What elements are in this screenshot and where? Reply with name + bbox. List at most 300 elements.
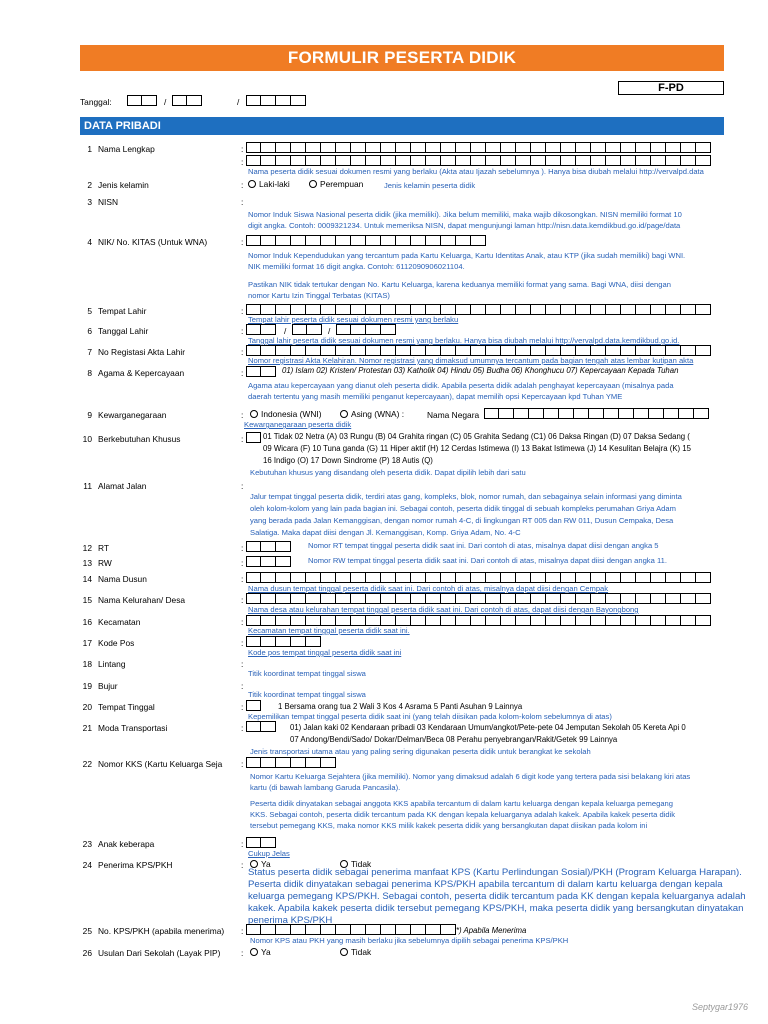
char-box[interactable] bbox=[246, 615, 261, 626]
field-number: 2 bbox=[87, 180, 92, 190]
char-box[interactable] bbox=[306, 142, 321, 153]
kps-input-boxes[interactable] bbox=[246, 924, 456, 935]
char-box[interactable] bbox=[666, 593, 681, 604]
field-label: Jenis kelamin bbox=[98, 180, 149, 190]
char-box[interactable] bbox=[366, 615, 381, 626]
char-box[interactable] bbox=[261, 615, 276, 626]
char-box[interactable] bbox=[396, 235, 411, 246]
char-box[interactable] bbox=[276, 142, 291, 153]
char-box[interactable] bbox=[396, 593, 411, 604]
dusun-input-boxes[interactable] bbox=[246, 572, 711, 583]
char-box[interactable] bbox=[321, 593, 336, 604]
char-box[interactable] bbox=[589, 408, 604, 419]
char-box[interactable] bbox=[531, 593, 546, 604]
char-box[interactable] bbox=[366, 304, 381, 315]
char-box[interactable] bbox=[306, 572, 321, 583]
char-box[interactable] bbox=[336, 924, 351, 935]
char-box[interactable] bbox=[486, 572, 501, 583]
char-box[interactable] bbox=[246, 572, 261, 583]
char-box[interactable] bbox=[411, 593, 426, 604]
char-box[interactable] bbox=[606, 572, 621, 583]
char-box[interactable] bbox=[606, 345, 621, 356]
char-box[interactable] bbox=[651, 304, 666, 315]
char-box[interactable] bbox=[426, 615, 441, 626]
char-box[interactable] bbox=[381, 615, 396, 626]
char-box[interactable] bbox=[486, 593, 501, 604]
char-box[interactable] bbox=[351, 615, 366, 626]
char-box[interactable] bbox=[441, 572, 456, 583]
nik-input-boxes[interactable] bbox=[246, 235, 486, 246]
char-box[interactable] bbox=[321, 142, 336, 153]
char-box[interactable] bbox=[576, 572, 591, 583]
char-box[interactable] bbox=[561, 572, 576, 583]
char-box[interactable] bbox=[546, 345, 561, 356]
char-box[interactable] bbox=[381, 304, 396, 315]
char-box[interactable] bbox=[501, 593, 516, 604]
char-box[interactable] bbox=[681, 615, 696, 626]
char-box[interactable] bbox=[651, 155, 666, 166]
radio-wna[interactable]: Asing (WNA) : bbox=[340, 409, 404, 419]
transportasi-input-boxes[interactable] bbox=[246, 721, 276, 732]
berkebutuhan-input-box[interactable] bbox=[246, 432, 261, 443]
char-box[interactable] bbox=[486, 155, 501, 166]
char-box[interactable] bbox=[664, 408, 679, 419]
char-box[interactable] bbox=[546, 572, 561, 583]
char-box[interactable] bbox=[261, 304, 276, 315]
char-box[interactable] bbox=[261, 235, 276, 246]
tgl-lahir-year[interactable] bbox=[336, 324, 396, 335]
char-box[interactable] bbox=[381, 572, 396, 583]
char-box[interactable] bbox=[621, 345, 636, 356]
char-box[interactable] bbox=[381, 155, 396, 166]
agama-input-boxes[interactable] bbox=[246, 366, 276, 377]
char-box[interactable] bbox=[276, 304, 291, 315]
char-box[interactable] bbox=[306, 235, 321, 246]
char-box[interactable] bbox=[351, 924, 366, 935]
char-box[interactable] bbox=[486, 304, 501, 315]
char-box[interactable] bbox=[321, 304, 336, 315]
char-box[interactable] bbox=[531, 155, 546, 166]
char-box[interactable] bbox=[426, 155, 441, 166]
char-box[interactable] bbox=[636, 155, 651, 166]
char-box[interactable] bbox=[681, 345, 696, 356]
char-box[interactable] bbox=[606, 155, 621, 166]
char-box[interactable] bbox=[456, 155, 471, 166]
char-box[interactable] bbox=[291, 345, 306, 356]
char-box[interactable] bbox=[336, 155, 351, 166]
char-box[interactable] bbox=[276, 155, 291, 166]
char-box[interactable] bbox=[561, 304, 576, 315]
char-box[interactable] bbox=[604, 408, 619, 419]
char-box[interactable] bbox=[366, 155, 381, 166]
char-box[interactable] bbox=[351, 572, 366, 583]
radio-laki-laki[interactable]: Laki-laki bbox=[248, 179, 290, 189]
char-box[interactable] bbox=[381, 345, 396, 356]
kks-input-boxes[interactable] bbox=[246, 757, 336, 768]
char-box[interactable] bbox=[574, 408, 589, 419]
tgl-lahir-month[interactable] bbox=[292, 324, 322, 335]
char-box[interactable] bbox=[396, 345, 411, 356]
char-box[interactable] bbox=[441, 304, 456, 315]
char-box[interactable] bbox=[621, 304, 636, 315]
char-box[interactable] bbox=[246, 593, 261, 604]
kodepos-input-boxes[interactable] bbox=[246, 636, 321, 647]
char-box[interactable] bbox=[246, 924, 261, 935]
char-box[interactable] bbox=[291, 235, 306, 246]
char-box[interactable] bbox=[679, 408, 694, 419]
char-box[interactable] bbox=[261, 924, 276, 935]
char-box[interactable] bbox=[591, 572, 606, 583]
char-box[interactable] bbox=[261, 345, 276, 356]
radio-pip-tidak[interactable]: Tidak bbox=[340, 947, 371, 957]
char-box[interactable] bbox=[276, 572, 291, 583]
char-box[interactable] bbox=[561, 345, 576, 356]
rw-input-boxes[interactable] bbox=[246, 556, 291, 567]
char-box[interactable] bbox=[666, 142, 681, 153]
char-box[interactable] bbox=[336, 345, 351, 356]
section-data-pribadi: DATA PRIBADI bbox=[80, 117, 724, 135]
char-box[interactable] bbox=[666, 304, 681, 315]
radio-kps-tidak[interactable]: Tidak bbox=[340, 859, 371, 869]
char-box[interactable] bbox=[636, 142, 651, 153]
tgl-lahir-day[interactable] bbox=[246, 324, 276, 335]
char-box[interactable] bbox=[246, 235, 261, 246]
char-box[interactable] bbox=[621, 615, 636, 626]
char-box[interactable] bbox=[681, 304, 696, 315]
char-box[interactable] bbox=[426, 235, 441, 246]
char-box[interactable] bbox=[516, 142, 531, 153]
akta-input-boxes[interactable] bbox=[246, 345, 711, 356]
char-box[interactable] bbox=[634, 408, 649, 419]
char-box[interactable] bbox=[651, 572, 666, 583]
char-box[interactable] bbox=[456, 593, 471, 604]
char-box[interactable] bbox=[666, 572, 681, 583]
char-box[interactable] bbox=[471, 615, 486, 626]
char-box[interactable] bbox=[441, 924, 456, 935]
char-box[interactable] bbox=[426, 572, 441, 583]
char-box[interactable] bbox=[651, 142, 666, 153]
char-box[interactable] bbox=[516, 304, 531, 315]
char-box[interactable] bbox=[636, 304, 651, 315]
char-box[interactable] bbox=[246, 345, 261, 356]
char-box[interactable] bbox=[276, 345, 291, 356]
char-box[interactable] bbox=[366, 235, 381, 246]
char-box[interactable] bbox=[576, 615, 591, 626]
char-box[interactable] bbox=[336, 593, 351, 604]
char-box[interactable] bbox=[351, 593, 366, 604]
radio-circle-icon bbox=[340, 410, 348, 418]
char-box[interactable] bbox=[261, 593, 276, 604]
char-box[interactable] bbox=[441, 615, 456, 626]
char-box[interactable] bbox=[276, 615, 291, 626]
char-box[interactable] bbox=[381, 924, 396, 935]
char-box[interactable] bbox=[276, 593, 291, 604]
char-box[interactable] bbox=[306, 304, 321, 315]
char-box[interactable] bbox=[321, 924, 336, 935]
char-box[interactable] bbox=[336, 142, 351, 153]
char-box[interactable] bbox=[591, 593, 606, 604]
char-box[interactable] bbox=[621, 155, 636, 166]
char-box[interactable] bbox=[366, 345, 381, 356]
radio-circle-icon bbox=[250, 948, 258, 956]
radio-perempuan[interactable]: Perempuan bbox=[309, 179, 363, 189]
char-box[interactable] bbox=[651, 615, 666, 626]
char-box[interactable] bbox=[351, 142, 366, 153]
char-box[interactable] bbox=[306, 155, 321, 166]
char-box[interactable] bbox=[696, 572, 711, 583]
char-box[interactable] bbox=[501, 155, 516, 166]
negara-input-boxes[interactable] bbox=[484, 408, 709, 419]
char-box[interactable] bbox=[321, 615, 336, 626]
desa-input-boxes[interactable] bbox=[246, 593, 711, 604]
radio-wni[interactable]: Indonesia (WNI) bbox=[250, 409, 322, 419]
char-box[interactable] bbox=[336, 615, 351, 626]
char-box[interactable] bbox=[666, 345, 681, 356]
char-box[interactable] bbox=[441, 142, 456, 153]
char-box[interactable] bbox=[441, 235, 456, 246]
char-box[interactable] bbox=[651, 593, 666, 604]
char-box[interactable] bbox=[619, 408, 634, 419]
char-box[interactable] bbox=[261, 155, 276, 166]
char-box[interactable] bbox=[501, 615, 516, 626]
char-box[interactable] bbox=[576, 142, 591, 153]
char-box[interactable] bbox=[516, 615, 531, 626]
char-box[interactable] bbox=[306, 593, 321, 604]
char-box[interactable] bbox=[546, 304, 561, 315]
char-box[interactable] bbox=[411, 572, 426, 583]
char-box[interactable] bbox=[426, 304, 441, 315]
char-box[interactable] bbox=[411, 155, 426, 166]
char-box[interactable] bbox=[546, 142, 561, 153]
char-box[interactable] bbox=[246, 304, 261, 315]
char-box[interactable] bbox=[411, 345, 426, 356]
char-box[interactable] bbox=[681, 142, 696, 153]
char-box[interactable] bbox=[396, 155, 411, 166]
char-box[interactable] bbox=[441, 593, 456, 604]
char-box[interactable] bbox=[621, 593, 636, 604]
char-box[interactable] bbox=[426, 924, 441, 935]
char-box[interactable] bbox=[411, 235, 426, 246]
char-box[interactable] bbox=[591, 304, 606, 315]
char-box[interactable] bbox=[336, 572, 351, 583]
char-box[interactable] bbox=[396, 615, 411, 626]
char-box[interactable] bbox=[471, 304, 486, 315]
char-box[interactable] bbox=[696, 155, 711, 166]
char-box[interactable] bbox=[471, 593, 486, 604]
char-box[interactable] bbox=[486, 142, 501, 153]
char-box[interactable] bbox=[351, 235, 366, 246]
char-box[interactable] bbox=[696, 142, 711, 153]
char-box[interactable] bbox=[306, 615, 321, 626]
char-box[interactable] bbox=[456, 304, 471, 315]
char-box[interactable] bbox=[366, 572, 381, 583]
char-box[interactable] bbox=[591, 142, 606, 153]
nama-input-boxes[interactable] bbox=[246, 142, 711, 168]
char-box[interactable] bbox=[484, 408, 499, 419]
char-box[interactable] bbox=[681, 572, 696, 583]
char-box[interactable] bbox=[606, 142, 621, 153]
char-box[interactable] bbox=[696, 304, 711, 315]
char-box[interactable] bbox=[441, 345, 456, 356]
char-box[interactable] bbox=[636, 345, 651, 356]
char-box[interactable] bbox=[291, 304, 306, 315]
char-box[interactable] bbox=[396, 304, 411, 315]
char-box[interactable] bbox=[276, 924, 291, 935]
char-box[interactable] bbox=[649, 408, 664, 419]
char-box[interactable] bbox=[546, 155, 561, 166]
char-box[interactable] bbox=[561, 155, 576, 166]
char-box[interactable] bbox=[471, 142, 486, 153]
tempat-lahir-input-boxes[interactable] bbox=[246, 304, 711, 315]
char-box[interactable] bbox=[471, 345, 486, 356]
char-box[interactable] bbox=[366, 142, 381, 153]
char-box[interactable] bbox=[321, 155, 336, 166]
char-box[interactable] bbox=[576, 345, 591, 356]
char-box[interactable] bbox=[276, 235, 291, 246]
date-year-boxes[interactable] bbox=[246, 95, 306, 106]
char-box[interactable] bbox=[381, 142, 396, 153]
char-box[interactable] bbox=[291, 593, 306, 604]
radio-kps-ya[interactable]: Ya bbox=[250, 859, 271, 869]
char-box[interactable] bbox=[636, 593, 651, 604]
char-box[interactable] bbox=[456, 142, 471, 153]
char-box[interactable] bbox=[499, 408, 514, 419]
char-box[interactable] bbox=[246, 142, 261, 153]
char-box[interactable] bbox=[291, 615, 306, 626]
char-box[interactable] bbox=[306, 345, 321, 356]
char-box[interactable] bbox=[561, 615, 576, 626]
char-box[interactable] bbox=[486, 615, 501, 626]
char-box[interactable] bbox=[606, 593, 621, 604]
char-box[interactable] bbox=[576, 155, 591, 166]
char-box[interactable] bbox=[621, 142, 636, 153]
char-box[interactable] bbox=[456, 615, 471, 626]
char-box[interactable] bbox=[636, 572, 651, 583]
rt-input-boxes[interactable] bbox=[246, 541, 291, 552]
date-month-boxes[interactable] bbox=[172, 95, 202, 106]
char-box[interactable] bbox=[411, 142, 426, 153]
char-box[interactable] bbox=[546, 593, 561, 604]
char-box[interactable] bbox=[366, 924, 381, 935]
char-box[interactable] bbox=[441, 155, 456, 166]
char-box[interactable] bbox=[351, 304, 366, 315]
char-box[interactable] bbox=[501, 142, 516, 153]
char-box[interactable] bbox=[636, 615, 651, 626]
char-box[interactable] bbox=[486, 345, 501, 356]
char-box[interactable] bbox=[501, 304, 516, 315]
char-box[interactable] bbox=[411, 924, 426, 935]
char-box[interactable] bbox=[576, 304, 591, 315]
char-box[interactable] bbox=[471, 572, 486, 583]
radio-pip-ya[interactable]: Ya bbox=[250, 947, 271, 957]
char-box[interactable] bbox=[291, 142, 306, 153]
char-box[interactable] bbox=[411, 304, 426, 315]
char-box[interactable] bbox=[681, 593, 696, 604]
date-day-boxes[interactable] bbox=[127, 95, 157, 106]
char-box[interactable] bbox=[516, 345, 531, 356]
char-box[interactable] bbox=[456, 572, 471, 583]
char-box[interactable] bbox=[246, 155, 261, 166]
char-box[interactable] bbox=[546, 615, 561, 626]
char-box[interactable] bbox=[321, 235, 336, 246]
char-box[interactable] bbox=[651, 345, 666, 356]
char-box[interactable] bbox=[606, 304, 621, 315]
char-box[interactable] bbox=[261, 572, 276, 583]
char-box[interactable] bbox=[381, 235, 396, 246]
char-box[interactable] bbox=[621, 572, 636, 583]
char-box[interactable] bbox=[561, 142, 576, 153]
char-box[interactable] bbox=[544, 408, 559, 419]
anak-input-boxes[interactable] bbox=[246, 837, 276, 848]
char-box[interactable] bbox=[531, 572, 546, 583]
char-box[interactable] bbox=[666, 155, 681, 166]
char-box[interactable] bbox=[366, 593, 381, 604]
char-box[interactable] bbox=[261, 142, 276, 153]
char-box[interactable] bbox=[591, 345, 606, 356]
char-box[interactable] bbox=[351, 345, 366, 356]
char-box[interactable] bbox=[381, 593, 396, 604]
char-box[interactable] bbox=[531, 142, 546, 153]
char-box[interactable] bbox=[396, 142, 411, 153]
char-box[interactable] bbox=[516, 155, 531, 166]
char-box[interactable] bbox=[306, 924, 321, 935]
char-box[interactable] bbox=[426, 593, 441, 604]
char-box[interactable] bbox=[696, 615, 711, 626]
char-box[interactable] bbox=[531, 615, 546, 626]
char-box[interactable] bbox=[471, 235, 486, 246]
char-box[interactable] bbox=[426, 345, 441, 356]
char-box[interactable] bbox=[591, 615, 606, 626]
char-box[interactable] bbox=[501, 345, 516, 356]
char-box[interactable] bbox=[396, 924, 411, 935]
char-box[interactable] bbox=[696, 345, 711, 356]
char-box[interactable] bbox=[694, 408, 709, 419]
char-box[interactable] bbox=[426, 142, 441, 153]
char-box[interactable] bbox=[501, 572, 516, 583]
char-box[interactable] bbox=[576, 593, 591, 604]
field-hint: Nama peserta didik sesuai dokumen resmi yang berlaku (Akta atau Ijazah sebelumnya ). Hanya bisa diubah melalui http://vervalpd.data bbox=[248, 167, 704, 176]
char-box[interactable] bbox=[291, 572, 306, 583]
char-box[interactable] bbox=[531, 304, 546, 315]
char-box[interactable] bbox=[456, 345, 471, 356]
char-box[interactable] bbox=[559, 408, 574, 419]
char-box[interactable] bbox=[291, 924, 306, 935]
char-box[interactable] bbox=[529, 408, 544, 419]
char-box[interactable] bbox=[531, 345, 546, 356]
char-box[interactable] bbox=[514, 408, 529, 419]
char-box[interactable] bbox=[336, 304, 351, 315]
char-box[interactable] bbox=[396, 572, 411, 583]
char-box[interactable] bbox=[561, 593, 576, 604]
char-box[interactable] bbox=[411, 615, 426, 626]
char-box[interactable] bbox=[666, 615, 681, 626]
kecamatan-input-boxes[interactable] bbox=[246, 615, 711, 626]
char-box[interactable] bbox=[696, 593, 711, 604]
char-box[interactable] bbox=[591, 155, 606, 166]
tempat-tinggal-input-box[interactable] bbox=[246, 700, 261, 711]
char-box[interactable] bbox=[321, 572, 336, 583]
char-box[interactable] bbox=[291, 155, 306, 166]
char-box[interactable] bbox=[321, 345, 336, 356]
char-box[interactable] bbox=[516, 593, 531, 604]
char-box[interactable] bbox=[471, 155, 486, 166]
char-box[interactable] bbox=[351, 155, 366, 166]
char-box[interactable] bbox=[606, 615, 621, 626]
char-box[interactable] bbox=[516, 572, 531, 583]
char-box[interactable] bbox=[336, 235, 351, 246]
char-box[interactable] bbox=[681, 155, 696, 166]
char-box[interactable] bbox=[456, 235, 471, 246]
